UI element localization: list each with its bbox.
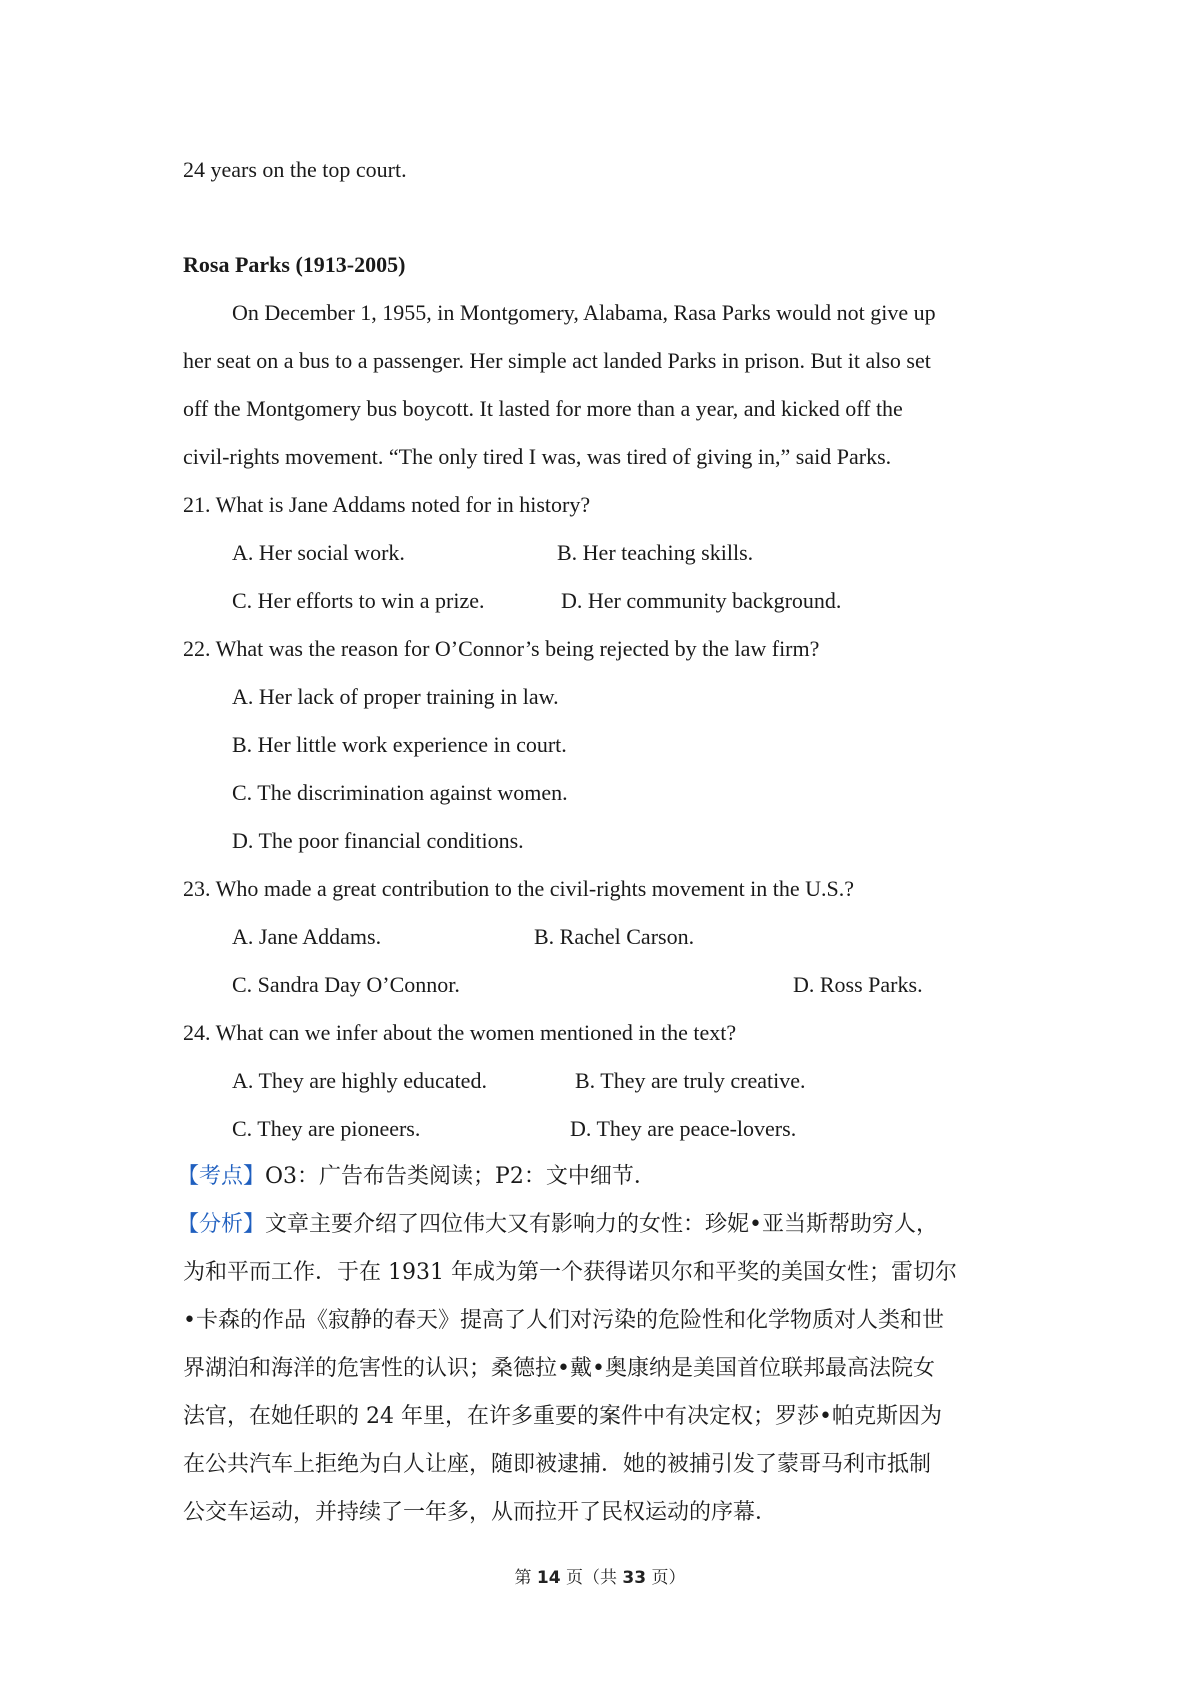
continuation-text: 24 years on the top court. bbox=[183, 157, 407, 182]
question-stem: 23. Who made a great contribution to the civil-rights movement in the U.S.? bbox=[183, 876, 855, 901]
answer-option: B. Her teaching skills. bbox=[557, 540, 754, 565]
question-stem: 22. What was the reason for O’Connor’s being rejected by the law firm? bbox=[183, 636, 820, 661]
page-total: 33 bbox=[622, 1568, 647, 1588]
page-footer bbox=[0, 1563, 1200, 1588]
fenxi-text: 在公共汽车上拒绝为白人让座，随即被逮捕．她的被捕引发了蒙哥马利市抵制 bbox=[183, 1452, 932, 1477]
answer-option: A. They are highly educated. bbox=[232, 1068, 487, 1093]
answer-option: C. The discrimination against women. bbox=[232, 780, 568, 805]
answer-option: B. Her little work experience in court. bbox=[232, 732, 567, 757]
fenxi-line bbox=[177, 1210, 938, 1240]
paragraph-line: off the Montgomery bus boycott. It lasted for more than a year, and kicked off the bbox=[183, 396, 903, 421]
fenxi-text: 文章主要介绍了四位伟大又有影响力的女性：珍妮•亚当斯帮助穷人， bbox=[265, 1212, 938, 1237]
kaodian-line bbox=[177, 1162, 656, 1192]
answer-option: B. Rachel Carson. bbox=[534, 924, 695, 949]
answer-option: A. Jane Addams. bbox=[232, 924, 382, 949]
fenxi-text: •卡森的作品《寂静的春天》提高了人们对污染的危险性和化学物质对人类和世 bbox=[183, 1308, 944, 1333]
footer-suffix: 页） bbox=[651, 1568, 686, 1588]
paragraph-line: her seat on a bus to a passenger. Her simple act landed Parks in prison. But it also set bbox=[183, 348, 931, 373]
fenxi-text: 界湖泊和海洋的危害性的认识；桑德拉•戴•奥康纳是美国首位联邦最高法院女 bbox=[183, 1356, 935, 1381]
kaodian-tag: 【考点】 bbox=[177, 1164, 266, 1189]
fenxi-text: 为和平而工作．于在 1931 年成为第一个获得诺贝尔和平奖的美国女性；雷切尔 bbox=[183, 1260, 957, 1285]
paragraph-line: civil-rights movement. “The only tired I was, was tired of giving in,” said Parks. bbox=[183, 444, 892, 469]
answer-option: D. The poor financial conditions. bbox=[232, 828, 524, 853]
footer-middle: 页（共 bbox=[566, 1568, 617, 1588]
answer-option: D. Ross Parks. bbox=[793, 972, 923, 997]
footer-prefix: 第 bbox=[514, 1568, 532, 1588]
fenxi-text: 法官，在她任职的 24 年里，在许多重要的案件中有决定权；罗莎•帕克斯因为 bbox=[183, 1404, 942, 1429]
answer-option: A. Her social work. bbox=[232, 540, 405, 565]
fenxi-text: 公交车运动，并持续了一年多，从而拉开了民权运动的序幕． bbox=[183, 1500, 778, 1525]
answer-option: C. Her efforts to win a prize. bbox=[232, 588, 485, 613]
kaodian-text: O3：广告布告类阅读；P2：文中细节． bbox=[265, 1164, 656, 1189]
page-number: 14 bbox=[536, 1568, 561, 1588]
answer-option: A. Her lack of proper training in law. bbox=[232, 684, 559, 709]
question-stem: 24. What can we infer about the women mentioned in the text? bbox=[183, 1020, 737, 1045]
section-heading: Rosa Parks (1913-2005) bbox=[183, 252, 406, 277]
answer-option: D. They are peace-lovers. bbox=[570, 1116, 797, 1141]
answer-option: C. Sandra Day O’Connor. bbox=[232, 972, 460, 997]
answer-option: B. They are truly creative. bbox=[575, 1068, 806, 1093]
answer-option: C. They are pioneers. bbox=[232, 1116, 421, 1141]
answer-option: D. Her community background. bbox=[561, 588, 842, 613]
fenxi-tag: 【分析】 bbox=[177, 1212, 266, 1237]
question-stem: 21. What is Jane Addams noted for in history? bbox=[183, 492, 591, 517]
paragraph-line: On December 1, 1955, in Montgomery, Alabama, Rasa Parks would not give up bbox=[232, 300, 936, 325]
